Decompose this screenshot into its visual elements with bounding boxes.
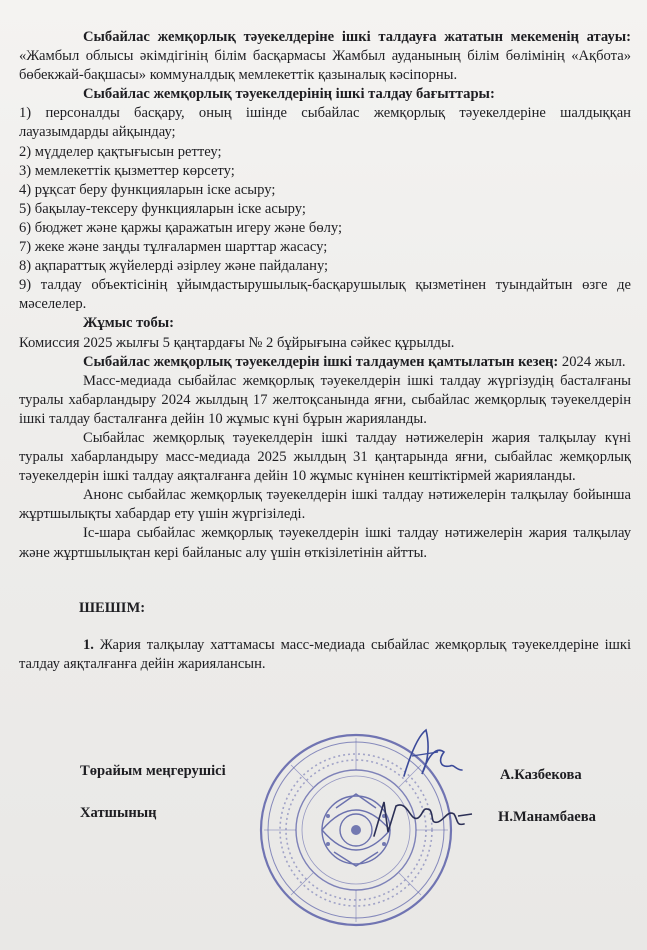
list-item: 2) мүдделер қақтығысын реттеу; [19, 143, 222, 160]
paragraph-event: Іс-шара сыбайлас жемқорлық тәуекелдерін ішкі талдау нәтижелерін жария талқылау және жұртшылықтан кері байланыс алу үшін өткізілетінін айтты. [19, 525, 631, 561]
secretary-signature-icon [368, 792, 478, 842]
list-item: 8) ақпараттық жүйелерді әзірлеу және пайдалану; [19, 258, 329, 275]
group-title: Жұмыс тобы: [83, 315, 175, 332]
directions-list [19, 104, 631, 314]
period-label: Сыбайлас жемқорлық тәуекелдерін ішкі талдаумен қамтылатын кезең: [83, 353, 559, 370]
paragraph-anons: Анонс сыбайлас жемқорлық тәуекелдерін ішкі талдау нәтижелерін талқылау бойынша жұртшылықты хабардар ету үшін жүргізіледі. [19, 487, 631, 523]
list-item: 4) рұқсат беру функцияларын іске асыру; [19, 181, 276, 198]
period-paragraph [19, 353, 631, 372]
decision-number: 1. [83, 636, 94, 653]
secretary-name: Н.Манамбаева [498, 809, 596, 825]
list-item: 1) персоналды басқару, оның ішінде сыбайлас жемқорлық тәуекелдеріне шалдыққан лауазымдарды айқындау; [19, 105, 631, 141]
decision-text: Жария талқылау хаттамасы масс-медиада сыбайлас жемқорлық тәуекелдеріне ішкі талдау аяқталғанға дейін жариялансын. [19, 636, 632, 672]
chair-title: Төрайым меңгерушісі [80, 763, 226, 779]
secretary-title: Хатшының [80, 805, 157, 821]
list-item: 9) талдау объектісінің ұйымдастырушылық-басқарушылық қызметінен туындайтын өзге де мәселелер. [19, 277, 631, 313]
list-item: 5) бақылау-тексеру функцияларын іске асыру; [19, 200, 306, 217]
period-value: 2024 жыл. [561, 353, 626, 370]
paragraph-announcement: Масс-медиада сыбайлас жемқорлық тәуекелдерін ішкі талдау жүргізудің басталғаны туралы хабарландыру 2024 жылдың 17 желтоқсанында яғни, сыбайлас жемқорлық тәуекелдерін ішкі талдау басталғанға дейін 10 жұмыс күні бұрын жарияланды. [19, 372, 631, 427]
org-name: «Жамбыл облысы әкімдігінің білім басқармасы Жамбыл ауданының білім бөлімінің «Ақбота» бөбекжай-бақшасы» коммуналдық мемлекеттік қазыналық кәсіпорны. [19, 48, 631, 84]
list-item: 7) жеке және заңды тұлғалармен шарттар жасасу; [19, 239, 328, 256]
chair-name: А.Казбекова [500, 767, 582, 783]
org-label: Сыбайлас жемқорлық тәуекелдеріне ішкі талдауға жататын мекеменің атауы: [83, 29, 631, 45]
document-body [19, 28, 631, 674]
decision-item [19, 636, 631, 674]
chair-signature-icon [392, 726, 472, 786]
directions-title: Сыбайлас жемқорлық тәуекелдерінің ішкі талдау бағыттары: [83, 86, 495, 103]
list-item: 6) бюджет және қаржы қаражатын игеру және бөлу; [19, 219, 343, 236]
decision-title: ШЕШІМ: [79, 599, 146, 616]
org-paragraph [19, 28, 631, 85]
list-item: 3) мемлекеттік қызметтер көрсету; [19, 162, 235, 179]
group-text: Комиссия 2025 жылғы 5 қаңтардағы № 2 бұйрығына сәйкес құрылды. [19, 334, 455, 351]
paragraph-discussion-date: Сыбайлас жемқорлық тәуекелдерін ішкі талдау нәтижелерін жария талқылау күні туралы хабарландыру масс-медиада 2025 жылдың 31 қаңтарында яғни, сыбайлас жемқорлық тәуекелдерін ішкі талдау аяқталғанға дейін 10 жұмыс күнінен кештіктірмей жарияланды. [19, 429, 631, 485]
